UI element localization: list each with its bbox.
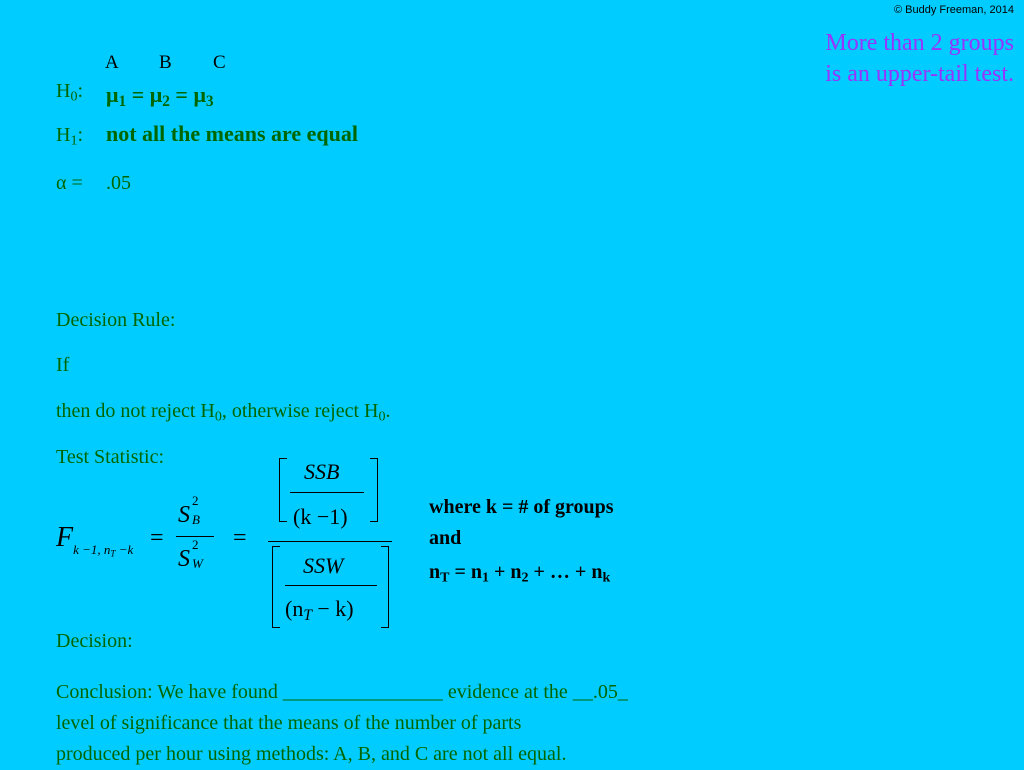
h1-label: $H_1$: (56, 124, 84, 149)
denominator-left-bracket (272, 546, 280, 628)
group-label-b: B (159, 52, 172, 73)
variance-within: S 2 W (178, 537, 203, 572)
alpha-value: .05 (106, 172, 131, 194)
numerator-right-bracket (370, 458, 378, 522)
h0-label: $H_0$: (56, 80, 84, 105)
alpha-label: α = (56, 172, 83, 194)
ssw-symbol: SSW (303, 553, 344, 578)
denominator-right-bracket (381, 546, 389, 628)
ssb-symbol: SSB (304, 459, 340, 484)
group-label-a: A (105, 52, 119, 73)
numerator-left-bracket (279, 458, 287, 522)
conclusion-line-2: level of significance that the means of the number of parts (56, 712, 522, 734)
group-label-c: C (213, 52, 226, 73)
fraction-bar-ssb (290, 492, 364, 493)
if-text: If (56, 354, 70, 376)
equals-sign-1: = (150, 525, 164, 551)
conclusion-line-1: Conclusion: We have found ________________ evidence at the __.05_ (56, 681, 628, 703)
f-statistic-symbol: $F_{k -1, n_T -k}$ (56, 522, 134, 559)
nt-minus-k: $(n_T - k)$ (285, 596, 354, 624)
copyright-text: © Buddy Freeman, 2014 (893, 4, 1014, 16)
conclusion-text (56, 677, 628, 770)
variance-between: S 2 B (178, 493, 200, 528)
upper-tail-note (825, 28, 1014, 90)
nt-definition: $n_T = n_1 + n_2$ + … + $n_k$ (429, 561, 611, 586)
decision-label: Decision: (56, 630, 133, 652)
where-and: and (429, 527, 462, 549)
fraction-bar-ssw (285, 585, 377, 586)
main-fraction-bar (268, 541, 392, 542)
decision-rule-label: Decision Rule: (56, 309, 176, 331)
equals-sign-2: = (233, 525, 247, 551)
note-line-1: More than 2 groups (825, 30, 1014, 56)
null-hypothesis: $\mu_1 = \mu_2 = \mu_3$ (106, 82, 214, 110)
alternative-hypothesis: not all the means are equal (106, 121, 358, 146)
note-line-2: is an upper-tail test. (825, 61, 1014, 87)
k-minus-one: (k −1) (293, 504, 348, 529)
test-statistic-label: Test Statistic: (56, 446, 165, 468)
conclusion-line-3: produced per hour using methods: A, B, and C are not all equal. (56, 743, 567, 765)
reject-rule-text: then do not reject $H_0$, otherwise reject $H_0$. (56, 400, 391, 425)
where-k-definition: where k = # of groups (429, 496, 614, 518)
